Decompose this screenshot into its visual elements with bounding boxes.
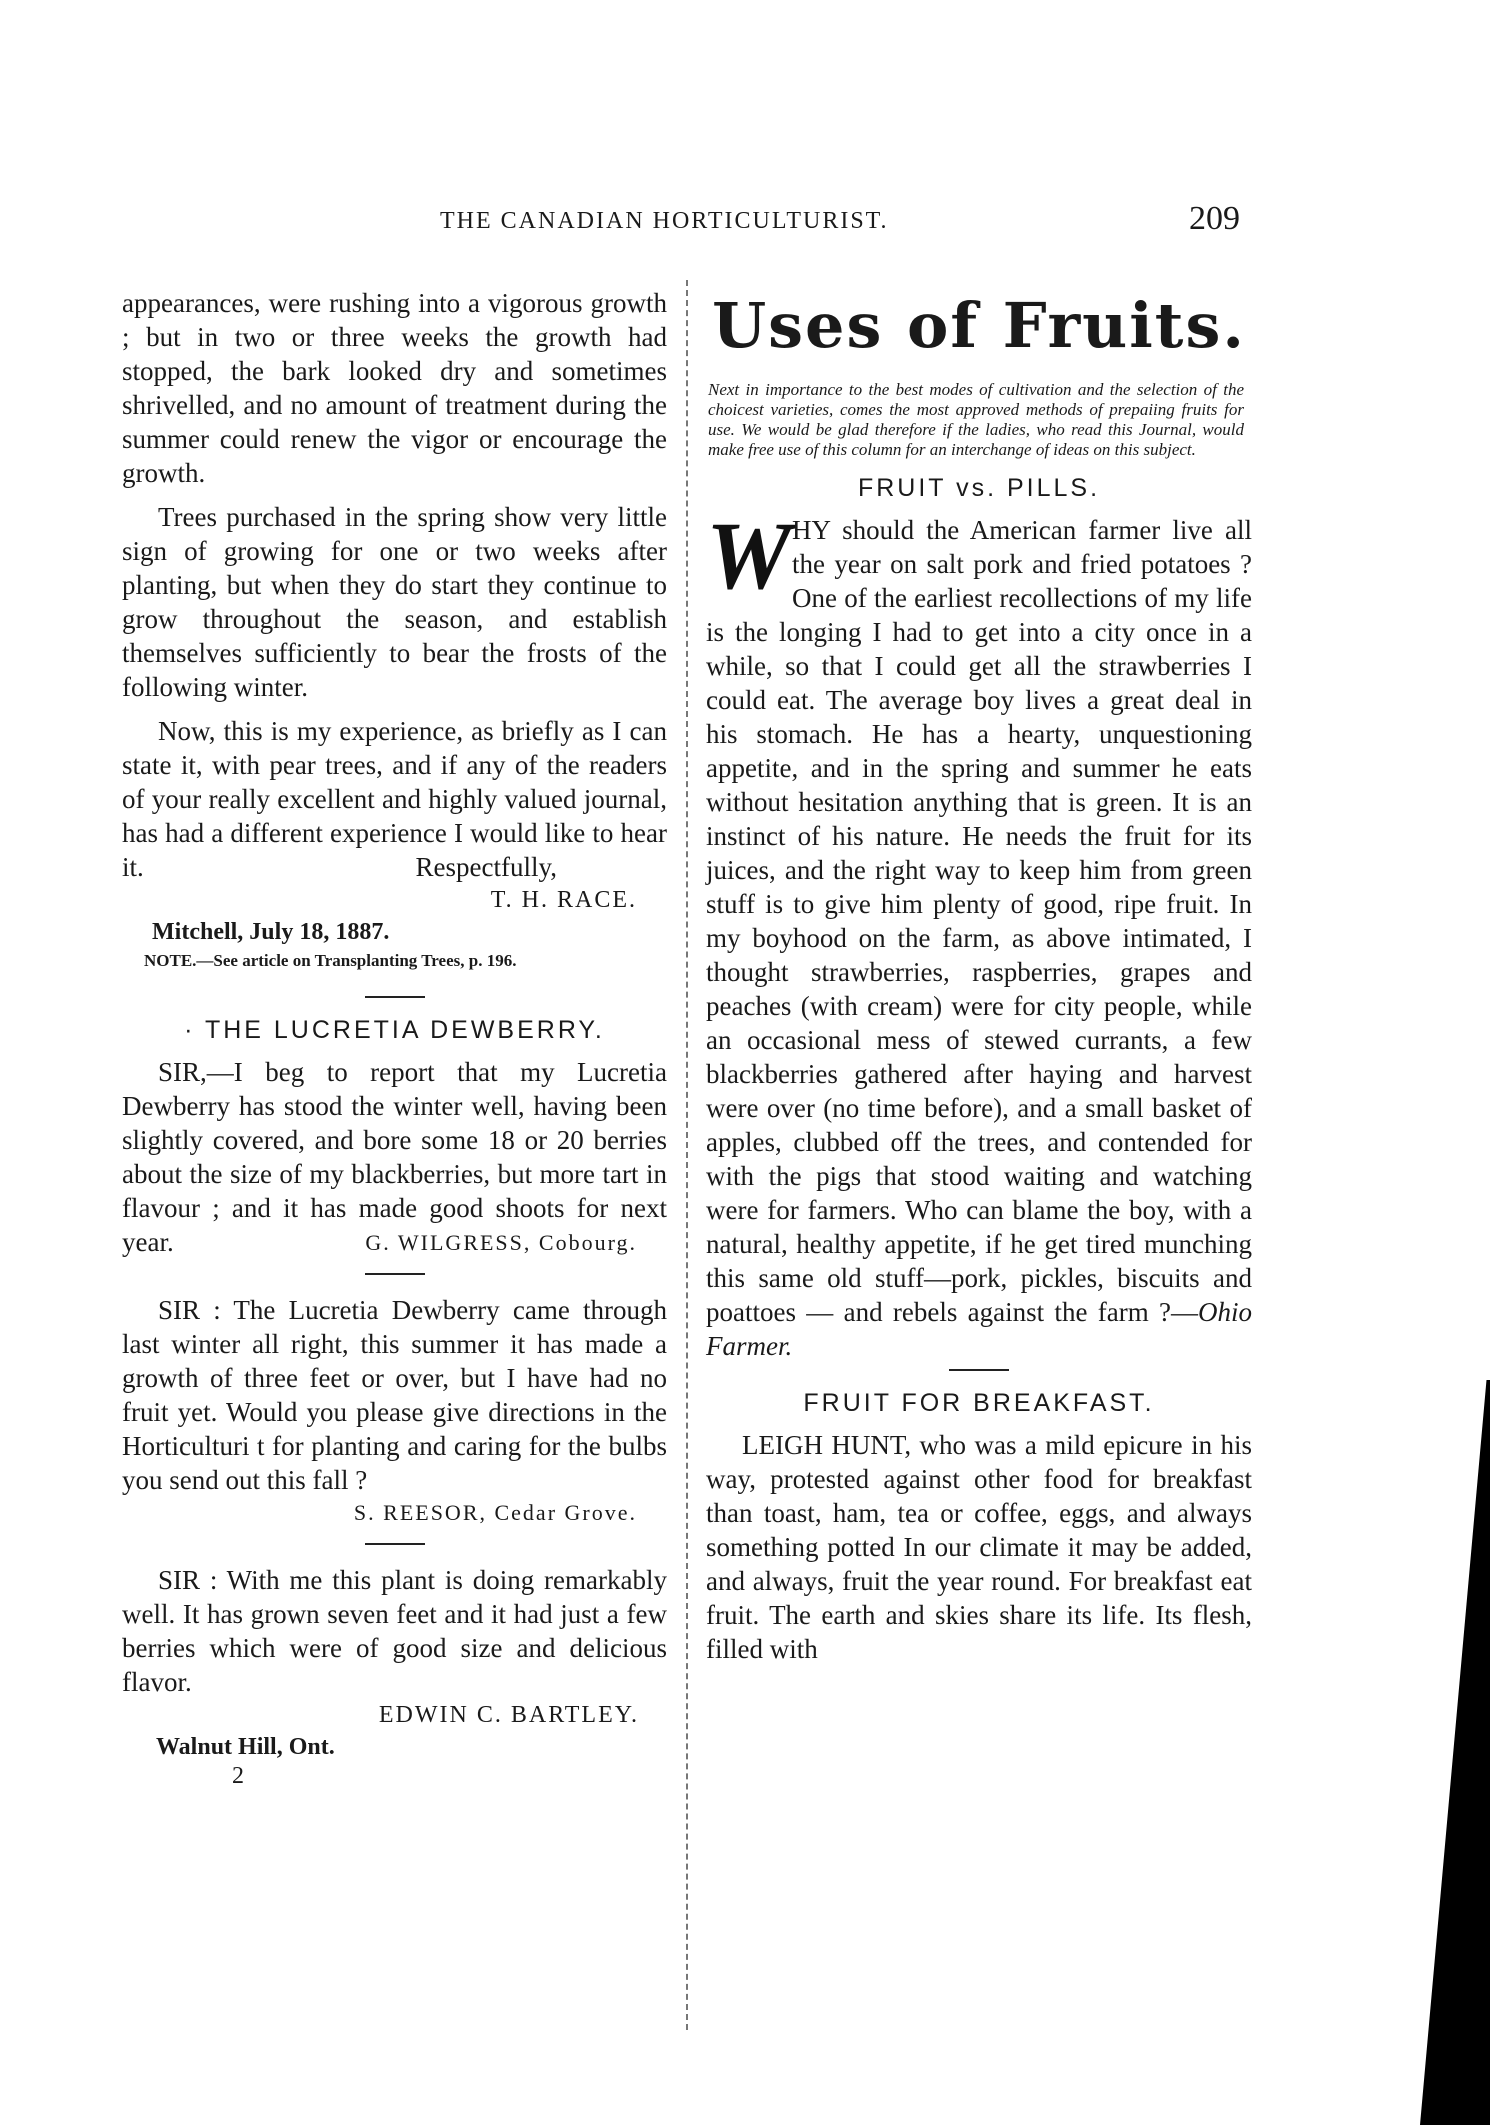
section-intro: Next in importance to the best modes of cultivation and the selection of the choicest varieties, comes the most approved methods of prepaiing fruits for use. We would be glad therefore if the ladies, who read this Journal, would make free use of this column for an interchange of ideas on this subject. <box>708 380 1244 459</box>
left-column <box>122 286 667 1790</box>
section-title: Uses of Fruits. <box>712 289 1246 362</box>
article-heading: FRUIT vs. PILLS. <box>857 474 1101 502</box>
signature: S. REESOR, Cedar Grove. <box>353 1500 637 1525</box>
paragraph-text: who was a mild epicure in his way, protested against other food for breakfast than toast, ham, tea or coffee, eggs, and always something potted In our climate it may be added, and always, fruit the year round. For breakfast eat fruit. The earth and skies share its life. Its flesh, filled with <box>706 1430 1252 1664</box>
paragraph <box>706 502 1252 1363</box>
column-divider <box>686 280 688 2030</box>
letter: SIR : The Lucretia Dewberry came through last winter all right, this summer it has made a growth of three feet or over, but I have had no fruit yet. Would you please give directions in the Horticulturi t for planting and caring for the bulbs you send out this fall ? <box>122 1295 667 1495</box>
article-heading: FRUIT FOR BREAKFAST. <box>803 1389 1155 1417</box>
paragraph: appearances, were rushing into a vigorous growth ; but in two or three weeks the growth had stopped, the bark looked dry and sometimes shrivelled, and no amount of treatment during the summer could renew the vigor or encourage the growth. <box>122 288 667 488</box>
article-heading: · THE LUCRETIA DEWBERRY. <box>184 1016 605 1044</box>
drop-cap: W <box>706 502 792 609</box>
section-rule <box>365 1273 425 1275</box>
article-body <box>706 502 1252 1363</box>
page-number: 209 <box>1189 200 1240 237</box>
letter: SIR : With me this plant is doing remarkably well. It has grown seven feet and it had just a few berries which were of good size and delicious flavor. <box>122 1565 667 1697</box>
section-rule <box>365 1543 425 1545</box>
signature-mark: 2 <box>232 1763 244 1789</box>
lead-name: LEIGH HUNT, <box>742 1430 912 1460</box>
page-edge-shadow <box>1420 1380 1490 2125</box>
letter: SIR,—I beg to report that my Lucretia Dewberry has stood the winter well, having been slightly covered, and bore some 18 or 20 berries about the size of my blackberries, but more tart in flavour ; and it has made good shoots for next year. <box>122 1057 667 1257</box>
source-credit: Ohio Farmer. <box>706 1297 1252 1361</box>
journal-title: THE CANADIAN HORTICULTURIST. <box>440 208 889 234</box>
section-rule <box>365 996 425 998</box>
section-rule <box>949 1369 1009 1371</box>
letter-place: Walnut Hill, Ont. <box>156 1734 335 1760</box>
signature: G. WILGRESS, Cobourg. <box>365 1230 637 1255</box>
paragraph <box>706 1428 1252 1666</box>
paragraph-text: HY should the American farmer live all the year on salt pork and fried potatoes ? One of the earliest recollections of my life is the longing I had to get into a city once in a while, so that I could get all the strawberries I could eat. The average boy lives a great deal in his stomach. He has a hearty, unquestioning appetite, and in the spring and summer he eats without hesitation anything that is green. It is an instinct of his nature. He needs the fruit for its juices, and the right way to keep him from green stuff is to give him plenty of good, ripe fruit. In my boyhood on the farm, as above intimated, I thought strawberries, raspberries, grapes and peaches (with cream) were for city people, while an occasional mess of stewed currants, a few blackberries gathered after haying and harvest were over (no time before), and a small basket of apples, clubbed off the trees, and contended for with the pigs that stood waiting and watching were for farmers. Who can blame the boy, with a natural, healthy appetite, if he get tired munching this same old stuff—pork, pickles, biscuits and poattoes — and rebels against the farm ?— <box>706 515 1252 1327</box>
paragraph: Trees purchased in the spring show very little sign of growing for one or two weeks after planting, but when they do start they continue to grow throughout the season, and establish themselves sufficiently to bear the frosts of the following winter. <box>122 502 667 702</box>
running-head <box>440 200 1240 240</box>
paragraph-text: Now, this is my experience, as briefly as I can state it, with pear trees, and if any of the readers of your really excellent and highly valued journal, has had a different experience I would like to hear it. <box>122 716 667 882</box>
closing: Respectfully, <box>415 852 557 882</box>
signature: T. H. RACE. <box>490 887 637 913</box>
editor-note: NOTE.—See article on Transplanting Trees, p. 196. <box>144 951 517 970</box>
signature: EDWIN C. BARTLEY. <box>378 1702 639 1728</box>
letter-place-date: Mitchell, July 18, 1887. <box>152 919 390 945</box>
right-column <box>706 286 1252 1666</box>
